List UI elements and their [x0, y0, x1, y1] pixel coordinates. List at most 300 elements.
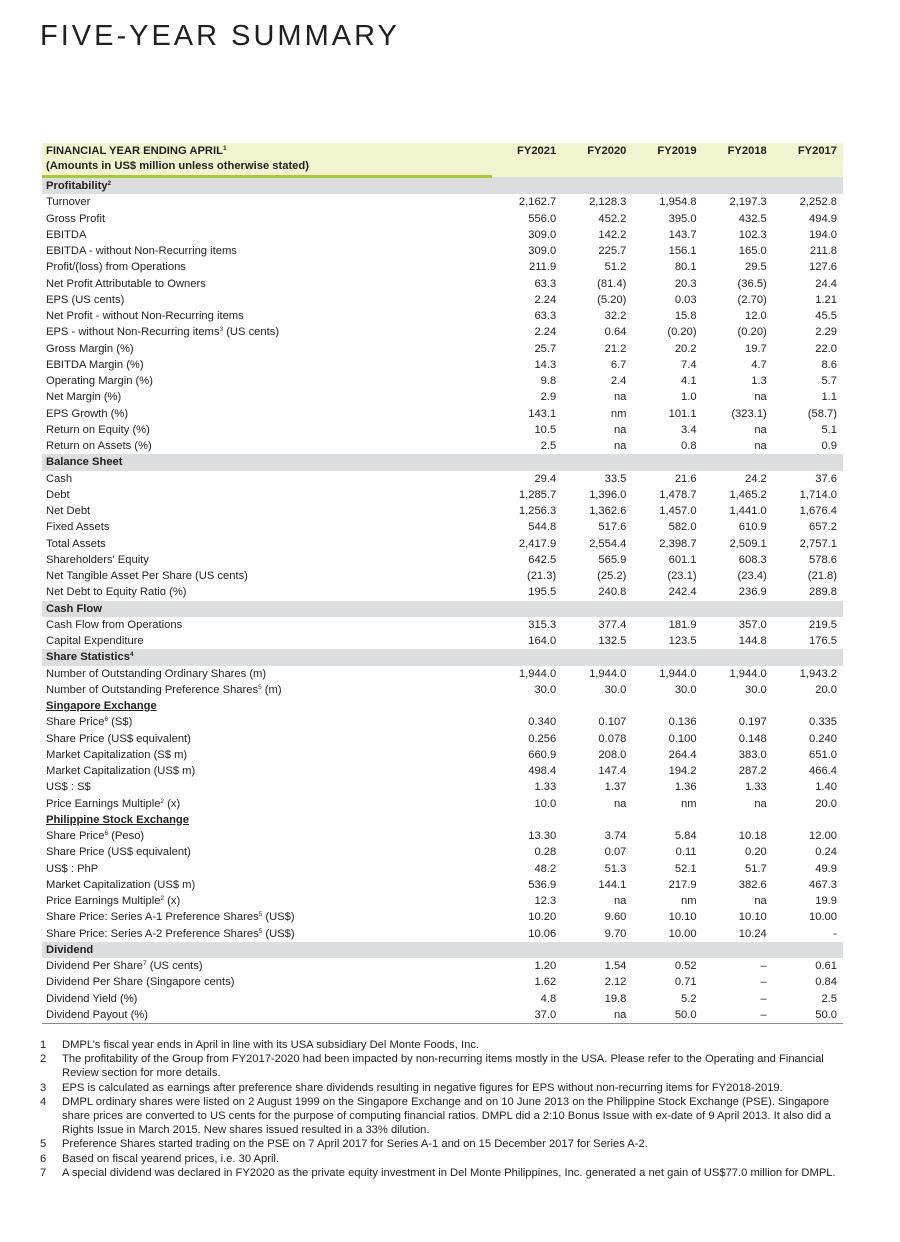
- cell-value: 1,954.8: [659, 196, 697, 209]
- cell-value: 0.107: [598, 716, 627, 729]
- cell-value: 0.71: [674, 976, 697, 989]
- cell-value: na: [613, 440, 627, 452]
- footnote-text: The profitability of the Group from FY2017-2020 had been impacted by non-recurring items mostly in the USA. Please refer to the Operating and Financial Review section for more details.: [62, 1053, 824, 1080]
- cell-value: 194.2: [668, 765, 697, 777]
- cell-value: 9.8: [540, 375, 557, 387]
- row-label: EBITDA: [46, 228, 87, 241]
- row-label: Share Price$^6$ (S$): [46, 716, 133, 729]
- cell-value: 1,714.0: [799, 488, 837, 501]
- row-label: Number of Outstanding Ordinary Shares (m): [46, 667, 267, 680]
- cell-value: 0.148: [738, 732, 767, 745]
- cell-value: 0.335: [809, 716, 837, 729]
- cell-value: 452.2: [598, 212, 627, 225]
- cell-value: (323.1): [731, 407, 767, 420]
- table-row: [42, 844, 843, 860]
- table-row: [42, 552, 843, 568]
- row-label: EBITDA - without Non-Recurring items: [46, 245, 237, 257]
- cell-value: 20.3: [674, 277, 697, 290]
- cell-value: 494.9: [809, 212, 837, 225]
- cell-value: na: [613, 423, 627, 436]
- cell-value: 1.20: [534, 960, 557, 972]
- table-row: [42, 747, 843, 763]
- cell-value: 10.20: [528, 911, 557, 924]
- cell-value: 601.1: [668, 553, 697, 566]
- cell-value: 2.12: [604, 976, 627, 989]
- cell-value: 432.5: [738, 212, 767, 225]
- footnotes: [40, 1038, 848, 1180]
- cell-value: 0.52: [674, 960, 697, 972]
- cell-value: 48.2: [534, 862, 557, 875]
- cell-value: 29.5: [745, 261, 767, 274]
- cell-value: 12.3: [534, 895, 557, 907]
- cell-value: 37.6: [815, 472, 837, 485]
- row-label: EBITDA Margin (%): [46, 358, 144, 371]
- row-label: Share Price$^6$ (Peso): [46, 830, 145, 842]
- cell-value: 2.5: [821, 992, 837, 1005]
- cell-value: 25.7: [534, 342, 557, 355]
- cell-value: (58.7): [807, 407, 837, 420]
- footnote: [40, 1137, 848, 1151]
- cell-value: 52.1: [674, 862, 697, 875]
- cell-value: 467.3: [809, 878, 837, 891]
- footnote-number: 7: [40, 1166, 47, 1179]
- cell-value: nm: [681, 895, 697, 907]
- cell-value: 1.0: [681, 391, 697, 404]
- cell-value: 6.7: [610, 358, 627, 371]
- cell-value: nm: [610, 407, 627, 420]
- row-label: Price Earnings Multiple$^2$ (x): [46, 895, 181, 907]
- cell-value: 1.37: [604, 781, 627, 794]
- row-label: Share Price (US$ equivalent): [46, 732, 191, 745]
- section-header-row: [42, 177, 843, 195]
- table-row: [42, 877, 843, 893]
- cell-value: 651.0: [809, 748, 837, 761]
- cell-value: 556.0: [528, 212, 557, 225]
- cell-value: 242.4: [668, 586, 697, 599]
- subsection-header-row: [42, 698, 843, 714]
- cell-value: 10.0: [534, 797, 557, 810]
- section-header-row: [42, 454, 843, 470]
- cell-value: 24.2: [745, 472, 767, 485]
- cell-value: 143.1: [528, 407, 557, 420]
- section-header-row: [42, 601, 843, 617]
- cell-value: 10.06: [528, 927, 557, 940]
- cell-value: 657.2: [809, 521, 837, 534]
- table-row: [42, 909, 843, 925]
- cell-value: 357.0: [738, 618, 767, 631]
- cell-value: 1,676.4: [799, 505, 837, 517]
- cell-value: 10.18: [738, 830, 767, 842]
- cell-value: 3.74: [604, 830, 627, 842]
- cell-value: 1,944.0: [518, 667, 557, 680]
- table-row: [42, 536, 843, 552]
- footnote: [40, 1166, 848, 1180]
- cell-value: 0.84: [815, 976, 837, 989]
- footnote-number: 3: [40, 1081, 47, 1094]
- cell-value: 164.0: [528, 635, 557, 647]
- table-row: [42, 259, 843, 275]
- cell-value: 2.9: [540, 391, 557, 404]
- table-row: [42, 763, 843, 779]
- cell-value: 0.8: [681, 440, 697, 452]
- cell-value: na: [754, 391, 767, 404]
- cell-value: nm: [681, 797, 697, 810]
- cell-value: 211.8: [809, 245, 837, 257]
- footnote-ref: 6: [104, 716, 109, 724]
- cell-value: 309.0: [528, 228, 557, 241]
- footnote-number: 4: [40, 1095, 47, 1108]
- row-label: Net Debt: [46, 505, 91, 517]
- row-label: EPS - without Non-Recurring items$^3$ (US cents): [46, 326, 280, 339]
- row-label: Gross Margin (%): [46, 342, 134, 355]
- row-label: Profit/(loss) from Operations: [46, 261, 186, 274]
- cell-value: 544.8: [528, 521, 557, 534]
- cell-value: (2.70): [737, 293, 767, 306]
- cell-value: na: [754, 797, 767, 810]
- cell-value: 20.0: [815, 683, 837, 696]
- table-row: [42, 324, 843, 340]
- cell-value: 0.03: [674, 293, 697, 306]
- cell-value: 37.0: [492, 1007, 562, 1024]
- cell-value: 9.70: [604, 927, 627, 940]
- cell-value: 143.7: [668, 228, 697, 241]
- cell-value: 9.60: [604, 911, 627, 924]
- cell-value: (21.8): [807, 570, 837, 582]
- cell-value: 0.100: [668, 732, 697, 745]
- table-row: [42, 1007, 843, 1024]
- row-label: Dividend Payout (%): [42, 1007, 492, 1024]
- row-label: Net Debt to Equity Ratio (%): [46, 586, 187, 599]
- table-row: [42, 828, 843, 844]
- cell-value: 1,478.7: [659, 488, 697, 501]
- cell-value: 45.5: [815, 310, 837, 322]
- cell-value: na: [613, 895, 627, 907]
- table-row: [42, 974, 843, 990]
- table-header-row: [42, 143, 843, 159]
- row-label: EPS Growth (%): [46, 407, 129, 420]
- cell-value: 195.5: [528, 586, 557, 599]
- cell-value: 240.8: [598, 586, 627, 599]
- table-row: [42, 243, 843, 259]
- year-header: FY2019: [632, 143, 702, 177]
- cell-value: na: [562, 1007, 632, 1024]
- table-row: [42, 779, 843, 795]
- table-row: [42, 341, 843, 357]
- cell-value: 287.2: [738, 765, 767, 777]
- cell-value: 29.4: [534, 472, 557, 485]
- cell-value: 264.4: [668, 748, 697, 761]
- row-label: Net Profit - without Non-Recurring items: [46, 310, 244, 322]
- cell-value: 102.3: [738, 228, 767, 241]
- cell-value: 30.0: [604, 683, 627, 696]
- cell-value: 1,944.0: [589, 667, 627, 680]
- table-row: [42, 422, 843, 438]
- cell-value: 0.61: [815, 960, 837, 972]
- cell-value: 33.5: [604, 472, 627, 485]
- cell-value: 30.0: [745, 683, 767, 696]
- row-label: Cash Flow from Operations: [46, 618, 183, 631]
- cell-value: 30.0: [534, 683, 557, 696]
- table-row: [42, 568, 843, 584]
- table-row: [42, 893, 843, 909]
- cell-value: (0.20): [737, 326, 767, 339]
- cell-value: 50.0: [773, 1007, 843, 1024]
- cell-value: 0.20: [745, 846, 767, 859]
- cell-value: 610.9: [738, 521, 767, 534]
- cell-value: (23.4): [737, 570, 767, 582]
- table-row: [42, 487, 843, 503]
- row-label: Shareholders' Equity: [46, 553, 149, 566]
- cell-value: 395.0: [668, 212, 697, 225]
- footnote-ref: 2: [107, 180, 112, 187]
- cell-value: 123.5: [668, 635, 697, 647]
- cell-value: 19.7: [745, 342, 767, 355]
- cell-value: –: [760, 960, 767, 972]
- section-label: Dividend: [42, 942, 843, 958]
- cell-value: na: [754, 440, 767, 452]
- cell-value: 1.3: [751, 375, 767, 387]
- footnote-ref: 4: [129, 651, 134, 659]
- cell-value: na: [613, 391, 627, 404]
- footnote-text: EPS is calculated as earnings after preference share dividends resulting in negative figures for EPS without non-recurring items for FY2018-2019.: [62, 1081, 783, 1094]
- footnote-number: 5: [40, 1138, 47, 1151]
- cell-value: 1,256.3: [518, 505, 557, 517]
- cell-value: 181.9: [668, 618, 697, 631]
- cell-value: 50.0: [632, 1007, 702, 1024]
- table-row: [42, 926, 843, 942]
- cell-value: 2,252.8: [799, 196, 837, 209]
- row-label: Total Assets: [46, 537, 106, 550]
- table-row: [42, 731, 843, 747]
- table-row: [42, 373, 843, 389]
- page-title: FIVE-YEAR SUMMARY: [40, 20, 400, 52]
- cell-value: 1.54: [604, 960, 627, 972]
- cell-value: 565.9: [598, 553, 627, 566]
- cell-value: 10.24: [738, 927, 767, 940]
- table-row: [42, 194, 843, 210]
- header-units-label: (Amounts in US$ million unless otherwise stated): [42, 159, 492, 177]
- cell-value: 14.3: [534, 358, 557, 371]
- cell-value: 578.6: [809, 553, 837, 566]
- cell-value: 1.40: [815, 781, 837, 794]
- cell-value: 20.0: [815, 797, 837, 810]
- row-label: Market Capitalization (US$ m): [46, 878, 196, 891]
- table-row: [42, 861, 843, 877]
- row-label: US$ : PhP: [46, 862, 99, 875]
- five-year-summary-table: [42, 143, 843, 1024]
- cell-value: 1,944.0: [729, 667, 767, 680]
- row-label: Capital Expenditure: [46, 635, 144, 647]
- section-label: Share Statistics$^4$: [42, 649, 843, 665]
- table-row: [42, 389, 843, 405]
- cell-value: 2,509.1: [729, 537, 767, 550]
- footnote-ref: 2: [160, 797, 165, 805]
- cell-value: 194.0: [809, 228, 837, 241]
- row-label: Return on Assets (%): [46, 440, 152, 452]
- cell-value: 1.1: [821, 391, 837, 404]
- row-label: Dividend Yield (%): [46, 992, 138, 1005]
- cell-value: 10.10: [668, 911, 697, 924]
- row-label: Net Profit Attributable to Owners: [46, 277, 206, 290]
- cell-value: 0.9: [821, 440, 837, 452]
- cell-value: na: [613, 797, 627, 810]
- cell-value: 19.8: [604, 992, 627, 1005]
- cell-value: 2,417.9: [518, 537, 557, 550]
- row-label: Net Margin (%): [46, 391, 122, 404]
- header-label: FINANCIAL YEAR ENDING APRIL$^1$: [42, 143, 492, 159]
- cell-value: 2.24: [534, 293, 557, 306]
- cell-value: 211.9: [529, 261, 557, 274]
- cell-value: (25.2): [597, 570, 627, 582]
- row-label: Debt: [46, 488, 70, 501]
- cell-value: 22.0: [815, 342, 837, 355]
- table-row: [42, 211, 843, 227]
- cell-value: 660.9: [528, 748, 557, 761]
- cell-value: 517.6: [598, 521, 627, 534]
- cell-value: 63.3: [534, 310, 557, 322]
- cell-value: 15.8: [674, 310, 697, 322]
- cell-value: (23.1): [667, 570, 697, 582]
- cell-value: 51.2: [604, 261, 627, 274]
- subsection-header-row: [42, 812, 843, 828]
- cell-value: 2,554.4: [589, 537, 627, 550]
- cell-value: 2,197.3: [729, 196, 767, 209]
- row-label: Share Price: Series A-1 Preference Shares$^5$ (US$): [46, 911, 295, 924]
- footnote: [40, 1095, 848, 1138]
- footnote: [40, 1081, 848, 1095]
- footnote-ref: 3: [219, 326, 224, 334]
- cell-value: 7.4: [681, 358, 697, 371]
- section-label: Balance Sheet: [42, 454, 843, 470]
- cell-value: 642.5: [528, 553, 557, 566]
- cell-value: 1,396.0: [589, 488, 627, 501]
- section-header-row: [42, 942, 843, 958]
- cell-value: 4.8: [540, 992, 557, 1005]
- table-row: [42, 519, 843, 535]
- cell-value: 2,162.7: [518, 196, 557, 209]
- footnote: [40, 1152, 848, 1166]
- footnote-text: A special dividend was declared in FY2020 as the private equity investment in Del Monte Philippines, Inc. generated a net gain of US$77.0 million for DMPL.: [62, 1166, 836, 1179]
- cell-value: 0.256: [528, 732, 557, 745]
- cell-value: 2.4: [610, 375, 627, 387]
- cell-value: 1,441.0: [729, 505, 767, 517]
- cell-value: 3.4: [681, 423, 697, 436]
- table-row: [42, 714, 843, 730]
- year-header: FY2018: [703, 143, 773, 177]
- footnote-ref: 2: [160, 895, 165, 902]
- table-row: [42, 991, 843, 1007]
- row-label: Cash: [46, 472, 73, 485]
- table-row: [42, 357, 843, 373]
- cell-value: 80.1: [674, 261, 697, 274]
- footnote: [40, 1052, 848, 1080]
- table-row: [42, 503, 843, 519]
- cell-value: 12.00: [809, 830, 837, 842]
- cell-value: 21.2: [604, 342, 627, 355]
- cell-value: 309.0: [528, 245, 557, 257]
- cell-value: 208.0: [598, 748, 627, 761]
- cell-value: 30.0: [674, 683, 697, 696]
- cell-value: –: [760, 992, 767, 1005]
- cell-value: 582.0: [668, 521, 697, 534]
- cell-value: 1.21: [815, 293, 837, 306]
- row-label: Market Capitalization (S$ m): [46, 748, 188, 761]
- table-row: [42, 682, 843, 698]
- cell-value: (0.20): [667, 326, 697, 339]
- cell-value: 19.9: [815, 895, 837, 907]
- footnote-text: DMPL’s fiscal year ends in April in line with its USA subsidiary Del Monte Foods, Inc.: [62, 1039, 480, 1051]
- cell-value: 1,465.2: [729, 488, 767, 501]
- cell-value: 12.0: [745, 310, 767, 322]
- row-label: Market Capitalization (US$ m): [46, 765, 196, 777]
- cell-value: na: [754, 423, 767, 436]
- cell-value: 4.1: [681, 375, 697, 387]
- row-label: Dividend Per Share$^7$ (US cents): [46, 960, 203, 972]
- cell-value: 10.5: [534, 423, 557, 436]
- cell-value: 63.3: [534, 277, 557, 290]
- section-label: Cash Flow: [42, 601, 843, 617]
- cell-value: 0.136: [668, 716, 697, 729]
- cell-value: 0.240: [809, 732, 837, 745]
- year-header: FY2017: [773, 143, 843, 177]
- footnote-number: 2: [40, 1053, 47, 1066]
- cell-value: 127.6: [809, 261, 837, 274]
- cell-value: 10.00: [809, 911, 837, 924]
- cell-value: (5.20): [597, 293, 627, 306]
- cell-value: 536.9: [528, 878, 557, 891]
- cell-value: 4.7: [751, 358, 767, 371]
- footnote-ref: 7: [143, 960, 147, 967]
- footnote-ref: 5: [258, 927, 263, 935]
- row-label: Dividend Per Share (Singapore cents): [46, 976, 235, 989]
- cell-value: 165.0: [738, 245, 767, 257]
- cell-value: 1.33: [745, 781, 767, 794]
- cell-value: 132.5: [598, 635, 627, 647]
- subsection-label: Philippine Stock Exchange: [46, 813, 189, 826]
- cell-value: 289.8: [809, 586, 837, 599]
- table-row: [42, 276, 843, 292]
- cell-value: 144.8: [738, 635, 767, 647]
- cell-value: 21.6: [674, 472, 697, 485]
- cell-value: 219.5: [809, 618, 837, 631]
- table-row: [42, 958, 843, 974]
- cell-value: 176.5: [809, 635, 837, 647]
- row-label: US$ : S$: [46, 781, 91, 794]
- cell-value: -: [833, 927, 837, 940]
- cell-value: 1,285.7: [518, 488, 557, 501]
- cell-value: 377.4: [598, 618, 627, 631]
- footnote-number: 1: [40, 1039, 47, 1051]
- cell-value: –: [760, 976, 767, 989]
- cell-value: 5.2: [681, 992, 697, 1005]
- cell-value: 0.07: [604, 846, 627, 859]
- cell-value: (36.5): [737, 277, 767, 290]
- cell-value: na: [754, 895, 767, 907]
- footnote-ref: 5: [258, 683, 262, 691]
- cell-value: 101.1: [668, 407, 697, 420]
- cell-value: 382.6: [738, 878, 767, 891]
- year-header: FY2021: [492, 143, 562, 177]
- cell-value: 1,457.0: [659, 505, 697, 517]
- table-row: [42, 796, 843, 812]
- cell-value: 1.62: [534, 976, 557, 989]
- section-header-row: [42, 649, 843, 665]
- cell-value: (81.4): [597, 277, 627, 290]
- row-label: Return on Equity (%): [46, 423, 150, 436]
- cell-value: 0.078: [598, 732, 627, 745]
- cell-value: 0.197: [738, 716, 767, 729]
- cell-value: 1,362.6: [589, 505, 627, 517]
